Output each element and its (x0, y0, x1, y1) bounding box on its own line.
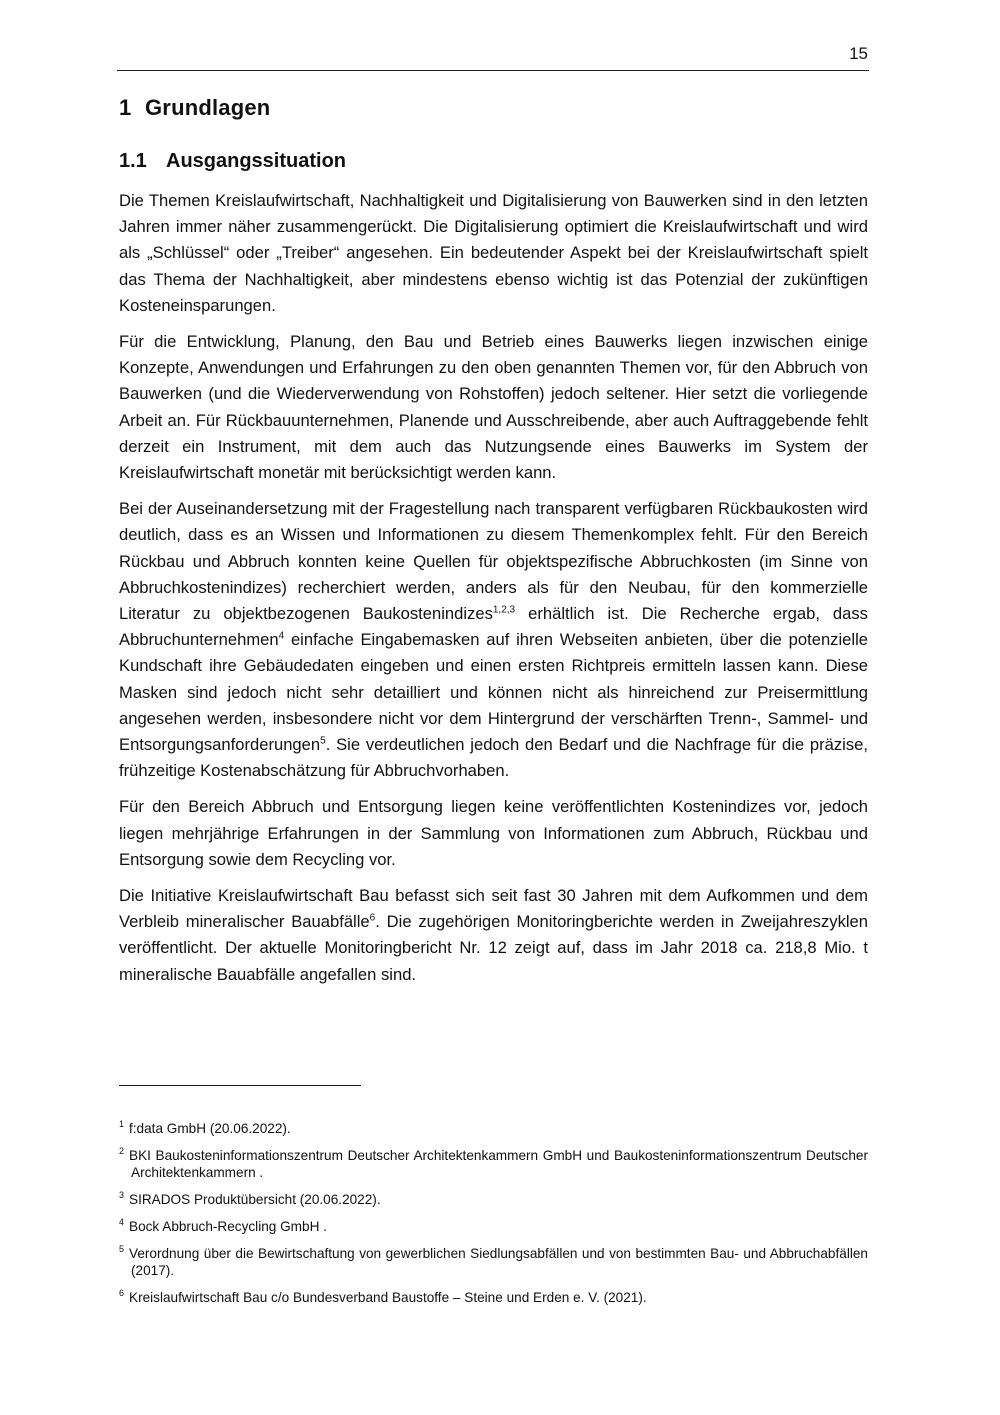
footnote: $^6$ Kreislaufwirtschaft Bau c/o Bundesverband Baustoffe – Steine und Erden e. V. (2021). (119, 1288, 647, 1305)
footnote: $^5$ Verordnung über die Bewirtschaftung von gewerblichen Siedlungsabfällen und von bestimmten Bau- und Abbruchabfällen (2017). (119, 1244, 868, 1278)
chapter-heading (119, 95, 270, 121)
paragraph: Die Themen Kreislaufwirtschaft, Nachhaltigkeit und Digitalisierung von Bauwerken sind in den letzten Jahren immer näher zusammengerückt. Die Digitalisierung optimiert die Kreislaufwirtschaft und wird als „Schlüssel“ oder „Treiber“ angesehen. Ein bedeutender Aspekt bei der Kreislaufwirtschaft spielt das Thema der Nachhaltigkeit, aber mindestens ebenso wichtig ist das Potenzial der zukünftigen Kosteneinsparungen. (119, 191, 868, 315)
paragraph: Bei der Auseinandersetzung mit der Fragestellung nach transparent verfügbaren Rückbaukosten wird deutlich, dass es an Wissen und Informationen zu diesem Themenkomplex fehlt. Für den Bereich Rückbau und Abbruch konnten keine Quellen für objektspezifische Abbruchkosten (im Sinne von Abbruchkostenindizes) recherchiert werden, anders als für den Neubau, für den kommerzielle Literatur zu objektbezogenen Baukostenindizes$^{1,2,3}$ erhältlich ist. Die Recherche ergab, dass Abbruchunternehmen$^4$ einfache Eingabemasken auf ihren Webseiten anbieten, über die potenzielle Kundschaft ihre Gebäudedaten eingeben und einen ersten Richtpreis ermitteln lassen kann. Diese Masken sind jedoch nicht sehr detailliert und können nicht als hinreichend zur Preisermittlung angesehen werden, insbesondere nicht vor dem Hintergrund der verschärften Trenn-, Sammel- und Entsorgungsanforderungen$^5$. Sie verdeutlichen jedoch den Bedarf und die Nachfrage für die präzise, frühzeitige Kostenabschätzung für Abbruchvorhaben. (119, 499, 868, 781)
paragraph: Für die Entwicklung, Planung, den Bau und Betrieb eines Bauwerks liegen inzwischen einige Konzepte, Anwendungen und Erfahrungen zu den oben genannten Themen vor, für den Abbruch von Bauwerken (und die Wiederverwendung von Rohstoffen) jedoch seltener. Hier setzt die vorliegende Arbeit an. Für Rückbauunternehmen, Planende und Ausschreibende, aber auch Auftraggebende fehlt derzeit ein Instrument, mit dem auch das Nutzungsende eines Bauwerks im System der Kreislaufwirtschaft monetär mit berücksichtigt werden kann. (119, 332, 868, 483)
page-number: 15 (849, 44, 868, 63)
footnotes (119, 1120, 868, 1316)
paragraph: Die Initiative Kreislaufwirtschaft Bau befasst sich seit fast 30 Jahren mit dem Aufkommen und dem Verbleib mineralischer Bauabfälle$^6$. Die zugehörigen Monitoringberichte werden in Zweijahreszyklen veröffentlicht. Der aktuelle Monitoringbericht Nr. 12 zeigt auf, dass im Jahr 2018 ca. 218,8 Mio. t mineralische Bauabfälle angefallen sind. (119, 886, 869, 984)
footnote: $^2$ BKI Baukosteninformationszentrum Deutscher Architektenkammern GmbH und Baukosteninformationszentrum Deutscher Architektenkammern . (119, 1146, 868, 1180)
section-title: Ausgangssituation (166, 150, 347, 172)
chapter-number: 1 (119, 95, 132, 120)
section-number: 1.1 (119, 150, 147, 172)
section-heading (119, 150, 346, 173)
footnote-ref[interactable]: 1,2,3 (492, 604, 516, 616)
footnote: $^3$ SIRADOS Produktübersicht (20.06.2022). (119, 1190, 381, 1207)
paragraph: Für den Bereich Abbruch und Entsorgung liegen keine veröffentlichten Kostenindizes vor, jedoch liegen mehrjährige Erfahrungen in der Sammlung von Informationen zum Abbruch, Rückbau und Entsorgung sowie dem Recycling vor. (119, 797, 868, 869)
footnote-separator (119, 1085, 361, 1086)
footnote-ref[interactable]: 6 (369, 912, 376, 924)
header-rule (117, 70, 869, 71)
chapter-title: Grundlagen (145, 95, 271, 120)
footnote: $^4$ Bock Abbruch-Recycling GmbH . (119, 1217, 327, 1234)
footnote-ref[interactable]: 5 (320, 735, 326, 747)
footnote-ref[interactable]: 4 (278, 630, 285, 642)
footnote: $^1$ f:data GmbH (20.06.2022). (119, 1119, 291, 1136)
body-text (119, 188, 868, 998)
